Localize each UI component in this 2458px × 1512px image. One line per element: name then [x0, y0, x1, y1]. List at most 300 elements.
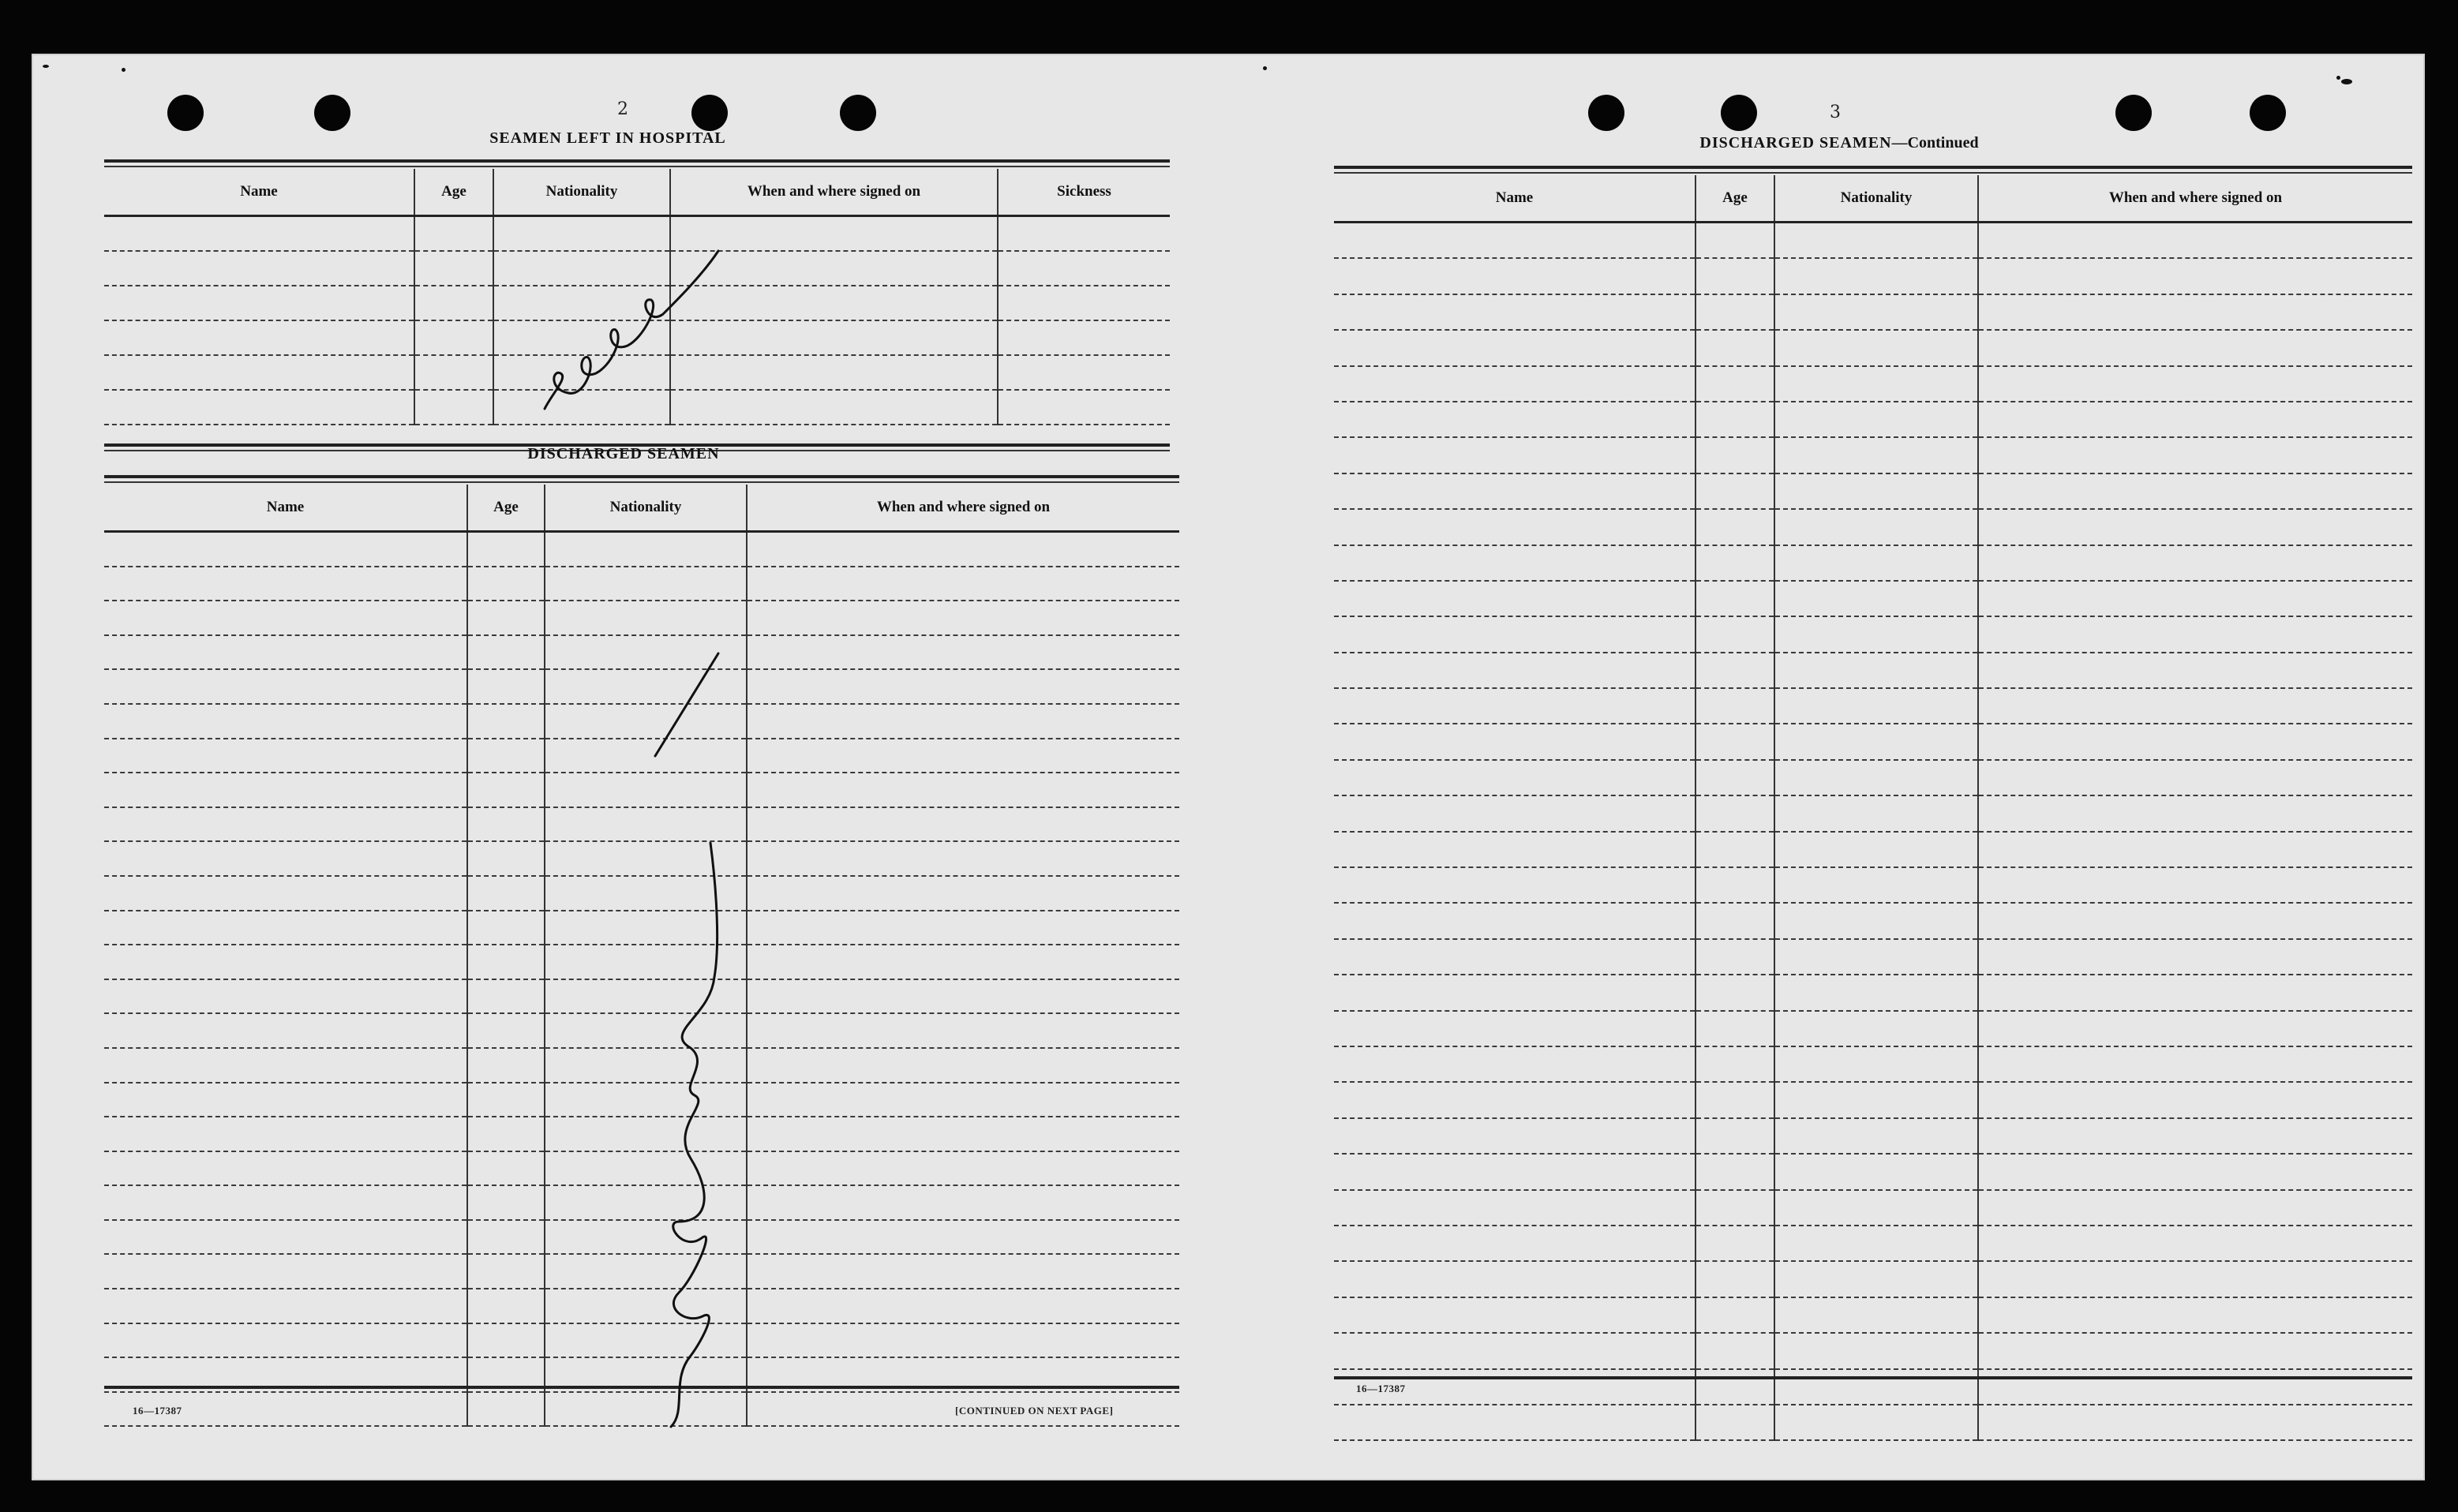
form-number: 16—17387 — [1356, 1383, 1406, 1394]
table-cell[interactable] — [747, 1013, 1179, 1048]
table-cell[interactable] — [1695, 1405, 1774, 1440]
table-cell[interactable] — [104, 1151, 467, 1186]
table-cell[interactable] — [1774, 688, 1978, 724]
table-cell[interactable] — [1978, 545, 2412, 581]
table-cell[interactable] — [467, 807, 545, 842]
table-cell[interactable] — [747, 1083, 1179, 1117]
column-header-name: Name — [1334, 175, 1695, 223]
table-row — [1334, 903, 2412, 938]
table-row — [1334, 366, 2412, 402]
table-cell[interactable] — [1334, 1261, 1695, 1297]
table-cell[interactable] — [414, 251, 493, 286]
table-row — [1334, 437, 2412, 473]
table-cell[interactable] — [1774, 653, 1978, 688]
table-cell[interactable] — [747, 1151, 1179, 1186]
table-cell[interactable] — [1334, 1082, 1695, 1117]
table-cell[interactable] — [998, 390, 1170, 425]
table-cell[interactable] — [1978, 795, 2412, 831]
table-row — [1334, 545, 2412, 581]
table-cell[interactable] — [1774, 294, 1978, 330]
discharged-continued-table — [1334, 175, 2412, 1441]
table-cell[interactable] — [1774, 616, 1978, 652]
table-cell[interactable] — [747, 1289, 1179, 1323]
table-cell[interactable] — [1774, 1261, 1978, 1297]
table-cell[interactable] — [104, 1220, 467, 1255]
table-cell[interactable] — [104, 601, 467, 635]
table-cell[interactable] — [467, 532, 545, 567]
table-cell[interactable] — [1695, 223, 1774, 259]
table-cell[interactable] — [1774, 1118, 1978, 1154]
table-cell[interactable] — [1334, 1011, 1695, 1046]
table-cell[interactable] — [104, 355, 414, 390]
table-cell[interactable] — [1334, 903, 1695, 938]
table-cell[interactable] — [104, 1117, 467, 1151]
table-cell[interactable] — [414, 390, 493, 425]
table-cell[interactable] — [104, 773, 467, 807]
table-cell[interactable] — [1774, 867, 1978, 903]
table-cell[interactable] — [1978, 688, 2412, 724]
table-cell[interactable] — [1334, 366, 1695, 402]
table-cell[interactable] — [1978, 330, 2412, 365]
table-cell[interactable] — [1334, 1190, 1695, 1226]
table-row — [1334, 223, 2412, 259]
table-cell[interactable] — [545, 532, 747, 567]
column-header-nationality: Nationality — [493, 169, 670, 216]
form-number: 16—17387 — [133, 1405, 182, 1417]
table-cell[interactable] — [1774, 1190, 1978, 1226]
table-cell[interactable] — [1695, 724, 1774, 759]
table-cell[interactable] — [998, 320, 1170, 355]
table-row — [104, 532, 1179, 567]
table-cell[interactable] — [1978, 294, 2412, 330]
table-cell[interactable] — [1334, 223, 1695, 259]
table-cell[interactable] — [467, 1185, 545, 1220]
table-cell[interactable] — [1774, 903, 1978, 938]
table-cell[interactable] — [1695, 903, 1774, 938]
table-cell[interactable] — [1334, 653, 1695, 688]
table-cell[interactable] — [1695, 975, 1774, 1010]
table-row — [1334, 616, 2412, 652]
table-cell[interactable] — [1978, 939, 2412, 975]
table-cell[interactable] — [104, 390, 414, 425]
table-cell[interactable] — [1978, 760, 2412, 795]
table-cell[interactable] — [1695, 867, 1774, 903]
table-cell[interactable] — [1695, 1297, 1774, 1333]
table-cell[interactable] — [1334, 760, 1695, 795]
table-cell[interactable] — [1774, 1297, 1978, 1333]
table-cell[interactable] — [1695, 330, 1774, 365]
table-cell[interactable] — [104, 1185, 467, 1220]
table-cell[interactable] — [1695, 473, 1774, 509]
scan-speck — [2336, 76, 2340, 80]
table-cell[interactable] — [104, 739, 467, 773]
table-cell[interactable] — [1978, 437, 2412, 473]
table-cell[interactable] — [1695, 294, 1774, 330]
table-cell[interactable] — [1334, 1333, 1695, 1368]
table-cell[interactable] — [104, 979, 467, 1014]
table-cell[interactable] — [1774, 366, 1978, 402]
table-cell[interactable] — [1334, 473, 1695, 509]
table-cell[interactable] — [1695, 509, 1774, 545]
table-cell[interactable] — [1774, 1405, 1978, 1440]
column-header-signed-on: When and where signed on — [747, 485, 1179, 532]
table-cell[interactable] — [998, 355, 1170, 390]
table-cell[interactable] — [467, 841, 545, 876]
table-cell[interactable] — [1334, 795, 1695, 831]
table-cell[interactable] — [1774, 939, 1978, 975]
column-header-age: Age — [1695, 175, 1774, 223]
table-cell[interactable] — [1774, 1369, 1978, 1405]
column-header-name: Name — [104, 485, 467, 532]
table-cell[interactable] — [1978, 724, 2412, 759]
table-cell[interactable] — [1334, 330, 1695, 365]
table-row — [1334, 653, 2412, 688]
table-cell[interactable] — [467, 1048, 545, 1083]
table-cell[interactable] — [1978, 1297, 2412, 1333]
table-cell[interactable] — [104, 567, 467, 601]
table-row — [1334, 975, 2412, 1010]
table-cell[interactable] — [104, 1289, 467, 1323]
heading-rule — [1334, 166, 2412, 169]
table-cell[interactable] — [1774, 1154, 1978, 1189]
table-cell[interactable] — [1334, 402, 1695, 437]
table-row — [1334, 258, 2412, 294]
table-cell[interactable] — [747, 532, 1179, 567]
table-cell[interactable] — [1978, 1405, 2412, 1440]
punch-hole — [1721, 95, 1757, 131]
table-cell[interactable] — [1695, 1154, 1774, 1189]
heading-rule — [1334, 172, 2412, 174]
column-header-signed-on: When and where signed on — [670, 169, 998, 216]
table-cell[interactable] — [467, 1392, 545, 1427]
table-cell[interactable] — [1978, 1046, 2412, 1082]
table-cell[interactable] — [1978, 509, 2412, 545]
table-cell[interactable] — [1334, 1297, 1695, 1333]
table-cell[interactable] — [747, 807, 1179, 842]
punch-hole — [167, 95, 204, 131]
table-cell[interactable] — [1978, 1226, 2412, 1261]
table-cell[interactable] — [1695, 616, 1774, 652]
table-cell[interactable] — [1978, 832, 2412, 867]
table-cell[interactable] — [1978, 1369, 2412, 1405]
table-cell[interactable] — [1695, 1046, 1774, 1082]
table-cell[interactable] — [1334, 616, 1695, 652]
table-row — [1334, 1226, 2412, 1261]
table-cell[interactable] — [467, 704, 545, 739]
table-cell[interactable] — [1978, 975, 2412, 1010]
table-cell[interactable] — [1978, 903, 2412, 938]
table-cell[interactable] — [1978, 473, 2412, 509]
table-cell[interactable] — [1695, 795, 1774, 831]
table-cell[interactable] — [747, 601, 1179, 635]
page-number: 3 — [1830, 103, 1841, 122]
table-cell[interactable] — [747, 1323, 1179, 1358]
table-cell[interactable] — [1695, 366, 1774, 402]
table-cell[interactable] — [467, 1013, 545, 1048]
table-row — [1334, 330, 2412, 365]
table-cell[interactable] — [1334, 509, 1695, 545]
table-cell[interactable] — [104, 635, 467, 670]
table-cell[interactable] — [467, 945, 545, 979]
table-cell[interactable] — [1334, 688, 1695, 724]
table-cell[interactable] — [1978, 1118, 2412, 1154]
table-row — [1334, 1190, 2412, 1226]
table-cell[interactable] — [747, 876, 1179, 911]
table-cell[interactable] — [467, 567, 545, 601]
table-cell[interactable] — [1978, 867, 2412, 903]
table-cell[interactable] — [1695, 653, 1774, 688]
column-header-age: Age — [414, 169, 493, 216]
column-header-age: Age — [467, 485, 545, 532]
table-cell[interactable] — [1334, 294, 1695, 330]
table-cell[interactable] — [467, 739, 545, 773]
table-row — [1334, 1154, 2412, 1189]
table-cell[interactable] — [104, 1323, 467, 1358]
table-cell[interactable] — [1774, 1011, 1978, 1046]
table-cell[interactable] — [1978, 653, 2412, 688]
table-cell[interactable] — [747, 704, 1179, 739]
table-cell[interactable] — [747, 1220, 1179, 1255]
table-cell[interactable] — [1334, 545, 1695, 581]
table-cell[interactable] — [1695, 1261, 1774, 1297]
table-cell[interactable] — [467, 979, 545, 1014]
punch-hole — [1588, 95, 1624, 131]
heading-suffix: —Continued — [1891, 134, 1979, 152]
table-cell[interactable] — [1774, 760, 1978, 795]
table-cell[interactable] — [467, 1151, 545, 1186]
column-header-nationality: Nationality — [1774, 175, 1978, 223]
page-number: 2 — [617, 99, 628, 119]
table-cell[interactable] — [1774, 545, 1978, 581]
table-cell[interactable] — [1695, 1226, 1774, 1261]
table-cell[interactable] — [467, 876, 545, 911]
table-cell[interactable] — [467, 1323, 545, 1358]
table-cell[interactable] — [1774, 473, 1978, 509]
table-cell[interactable] — [1695, 258, 1774, 294]
table-cell[interactable] — [467, 911, 545, 945]
table-cell[interactable] — [1774, 402, 1978, 437]
table-cell[interactable] — [1334, 581, 1695, 616]
table-cell[interactable] — [1774, 437, 1978, 473]
table-cell[interactable] — [104, 1254, 467, 1289]
table-cell[interactable] — [998, 251, 1170, 286]
table-row — [1334, 1118, 2412, 1154]
table-cell[interactable] — [1695, 939, 1774, 975]
table-cell[interactable] — [1774, 1082, 1978, 1117]
heading-rule — [104, 475, 1179, 478]
table-cell[interactable] — [1978, 402, 2412, 437]
table-cell[interactable] — [998, 286, 1170, 320]
punch-hole — [2250, 95, 2286, 131]
table-cell[interactable] — [1334, 1154, 1695, 1189]
table-cell[interactable] — [1774, 330, 1978, 365]
punch-hole — [840, 95, 876, 131]
table-cell[interactable] — [1774, 509, 1978, 545]
table-cell[interactable] — [1334, 1405, 1695, 1440]
table-cell[interactable] — [1774, 832, 1978, 867]
table-row — [1334, 473, 2412, 509]
table-cell[interactable] — [1978, 581, 2412, 616]
table-cell[interactable] — [1695, 1190, 1774, 1226]
table-cell[interactable] — [104, 841, 467, 876]
table-cell[interactable] — [747, 739, 1179, 773]
handwritten-none-discharged — [616, 606, 758, 1443]
table-cell[interactable] — [1695, 402, 1774, 437]
table-cell[interactable] — [104, 532, 467, 567]
table-cell[interactable] — [1695, 1082, 1774, 1117]
table-cell[interactable] — [1774, 581, 1978, 616]
table-cell[interactable] — [1978, 1154, 2412, 1189]
table-cell[interactable] — [104, 669, 467, 704]
heading-rule — [104, 166, 1170, 167]
table-cell[interactable] — [104, 911, 467, 945]
table-cell[interactable] — [1978, 1011, 2412, 1046]
table-cell[interactable] — [1978, 366, 2412, 402]
table-cell[interactable] — [1695, 760, 1774, 795]
table-cell[interactable] — [104, 286, 414, 320]
table-row — [1334, 832, 2412, 867]
table-row — [1334, 1082, 2412, 1117]
table-cell[interactable] — [1774, 1333, 1978, 1368]
punch-hole — [691, 95, 728, 131]
table-cell[interactable] — [1978, 1190, 2412, 1226]
scan-speck — [1263, 66, 1267, 70]
table-row — [1334, 581, 2412, 616]
table-cell[interactable] — [1334, 724, 1695, 759]
table-cell[interactable] — [747, 911, 1179, 945]
table-cell[interactable] — [747, 1185, 1179, 1220]
table-cell[interactable] — [1978, 223, 2412, 259]
table-cell[interactable] — [104, 1083, 467, 1117]
column-header-name: Name — [104, 169, 414, 216]
table-cell[interactable] — [467, 635, 545, 670]
table-cell[interactable] — [467, 1083, 545, 1117]
continued-note: [CONTINUED ON NEXT PAGE] — [955, 1405, 1114, 1417]
table-cell[interactable] — [1695, 545, 1774, 581]
table-cell[interactable] — [467, 1220, 545, 1255]
table-row — [1334, 1405, 2412, 1440]
table-cell[interactable] — [747, 669, 1179, 704]
table-cell[interactable] — [1334, 258, 1695, 294]
column-header-signed-on: When and where signed on — [1978, 175, 2412, 223]
table-cell[interactable] — [1978, 258, 2412, 294]
table-cell[interactable] — [1774, 223, 1978, 259]
table-cell[interactable] — [1334, 1226, 1695, 1261]
left-page — [32, 54, 1216, 1480]
column-header-nationality: Nationality — [545, 485, 747, 532]
hospital-heading: SEAMEN LEFT IN HOSPITAL — [489, 129, 726, 147]
table-cell[interactable] — [414, 286, 493, 320]
table-cell[interactable] — [104, 251, 414, 286]
heading-main: DISCHARGED SEAMEN — [1699, 134, 1892, 152]
table-cell[interactable] — [1334, 939, 1695, 975]
table-row — [1334, 1261, 2412, 1297]
table-cell[interactable] — [1695, 581, 1774, 616]
table-cell[interactable] — [747, 945, 1179, 979]
table-row — [104, 567, 1179, 601]
scan-speck — [43, 65, 49, 68]
table-cell[interactable] — [747, 1048, 1179, 1083]
table-cell[interactable] — [545, 567, 747, 601]
table-cell[interactable] — [1334, 437, 1695, 473]
table-cell[interactable] — [1774, 258, 1978, 294]
table-cell[interactable] — [104, 945, 467, 979]
table-cell[interactable] — [104, 876, 467, 911]
table-cell[interactable] — [467, 669, 545, 704]
table-cell[interactable] — [1695, 832, 1774, 867]
table-row — [1334, 760, 2412, 795]
table-cell[interactable] — [467, 1117, 545, 1151]
table-cell[interactable] — [1695, 688, 1774, 724]
table-cell[interactable] — [1334, 867, 1695, 903]
table-cell[interactable] — [467, 773, 545, 807]
form-sheet — [32, 54, 2425, 1480]
table-cell[interactable] — [1695, 437, 1774, 473]
table-cell[interactable] — [998, 216, 1170, 252]
table-cell[interactable] — [1695, 1011, 1774, 1046]
punch-hole — [2115, 95, 2152, 131]
table-cell[interactable] — [1774, 795, 1978, 831]
table-cell[interactable] — [1695, 1333, 1774, 1368]
bottom-rule — [1334, 1376, 2412, 1379]
table-cell[interactable] — [1774, 1226, 1978, 1261]
table-cell[interactable] — [104, 1013, 467, 1048]
table-cell[interactable] — [747, 1117, 1179, 1151]
table-cell[interactable] — [1978, 1261, 2412, 1297]
table-cell[interactable] — [414, 216, 493, 252]
table-cell[interactable] — [104, 807, 467, 842]
table-cell[interactable] — [467, 601, 545, 635]
table-cell[interactable] — [1978, 616, 2412, 652]
table-cell[interactable] — [1978, 1333, 2412, 1368]
table-cell[interactable] — [467, 1254, 545, 1289]
table-row — [1334, 939, 2412, 975]
table-row — [1334, 688, 2412, 724]
column-header-sickness: Sickness — [998, 169, 1170, 216]
table-cell[interactable] — [1334, 1046, 1695, 1082]
table-cell[interactable] — [1334, 975, 1695, 1010]
table-cell[interactable] — [1695, 1369, 1774, 1405]
table-cell[interactable] — [104, 704, 467, 739]
table-row — [1334, 509, 2412, 545]
table-cell[interactable] — [747, 567, 1179, 601]
table-cell[interactable] — [1695, 1118, 1774, 1154]
table-cell[interactable] — [1334, 832, 1695, 867]
table-cell[interactable] — [1334, 1118, 1695, 1154]
handwritten-none-hospital — [521, 211, 726, 480]
table-cell[interactable] — [1774, 724, 1978, 759]
table-row — [1334, 1369, 2412, 1405]
table-row — [1334, 1011, 2412, 1046]
scan-speck — [2341, 79, 2352, 84]
table-cell[interactable] — [414, 320, 493, 355]
table-cell[interactable] — [747, 1254, 1179, 1289]
table-row — [1334, 1297, 2412, 1333]
table-cell[interactable] — [1774, 975, 1978, 1010]
table-cell[interactable] — [104, 216, 414, 252]
table-cell[interactable] — [747, 841, 1179, 876]
table-cell[interactable] — [104, 1048, 467, 1083]
table-cell[interactable] — [414, 355, 493, 390]
scan-speck — [122, 68, 126, 72]
table-cell[interactable] — [747, 979, 1179, 1014]
table-cell[interactable] — [1774, 1046, 1978, 1082]
table-cell[interactable] — [747, 635, 1179, 670]
table-cell[interactable] — [104, 320, 414, 355]
table-cell[interactable] — [747, 773, 1179, 807]
table-cell[interactable] — [467, 1289, 545, 1323]
table-cell[interactable] — [1978, 1082, 2412, 1117]
